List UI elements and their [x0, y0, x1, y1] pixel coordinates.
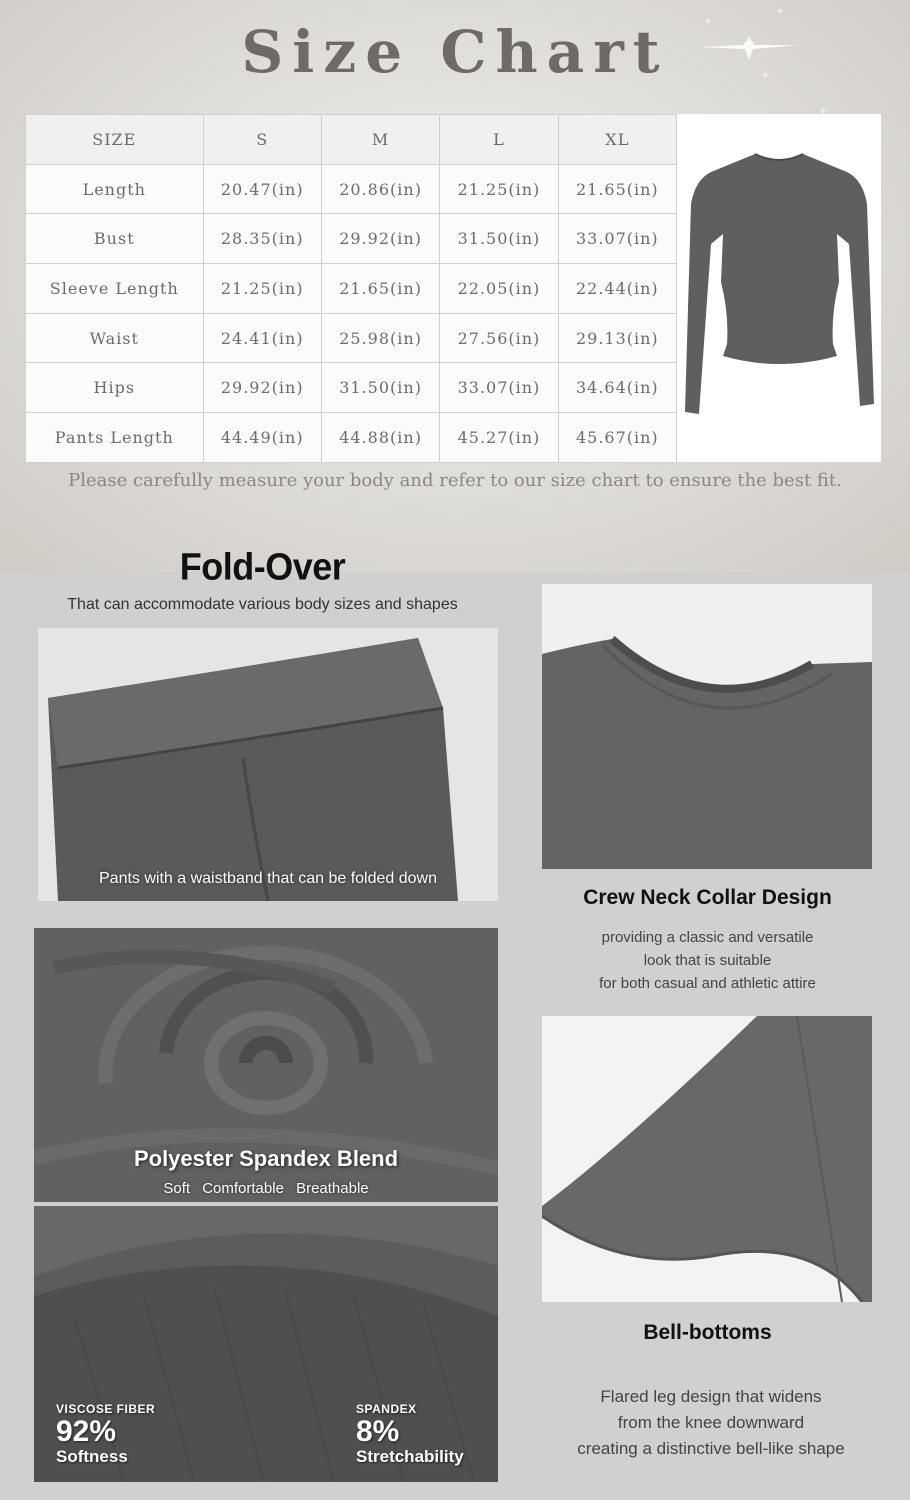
table-cell: 33.07(in) — [440, 363, 558, 413]
table-row — [26, 214, 677, 264]
crew-neck-line: providing a classic and versatile — [601, 929, 814, 946]
table-cell: 29.92(in) — [203, 363, 321, 413]
knit-texture-photo — [34, 1206, 498, 1482]
size-table — [25, 114, 677, 463]
table-cell: 34.64(in) — [558, 363, 676, 413]
table-cell: 21.25(in) — [440, 164, 558, 214]
waistband-caption: Pants with a waistband that can be folded down — [99, 870, 437, 887]
crew-neck-line: look that is suitable — [643, 952, 772, 969]
fabric-blend-title: Polyester Spandex Blend — [133, 1146, 399, 1171]
table-cell: 24.41(in) — [203, 313, 321, 363]
viscose-label: VISCOSE FIBER — [56, 1402, 156, 1416]
viscose-percent: 92% — [56, 1415, 117, 1448]
table-row — [26, 164, 677, 214]
crew-neck-line: for both casual and athletic attire — [599, 975, 816, 992]
table-row — [26, 264, 677, 314]
row-label: Waist — [26, 313, 204, 363]
viscose-word: Softness — [56, 1447, 128, 1466]
bell-bottoms-line: creating a distinctive bell-like shape — [577, 1439, 845, 1458]
table-cell: 20.47(in) — [203, 164, 321, 214]
table-cell: 21.65(in) — [321, 264, 439, 314]
sparkle-icon — [690, 0, 840, 120]
header-s: S — [203, 115, 321, 165]
table-cell: 45.27(in) — [440, 413, 558, 463]
crew-neck-photo — [542, 584, 872, 869]
bell-bottoms-line: from the knee downward — [617, 1413, 805, 1432]
waistband-photo — [38, 628, 498, 901]
table-row — [26, 363, 677, 413]
table-cell: 44.88(in) — [321, 413, 439, 463]
spandex-percent: 8% — [356, 1415, 400, 1448]
header-xl: XL — [558, 115, 676, 165]
features-section — [0, 544, 910, 1500]
size-chart-title: Size Chart — [241, 18, 669, 86]
bell-bottoms-description — [540, 1384, 882, 1462]
header-size: SIZE — [26, 115, 204, 165]
long-sleeve-shirt-icon — [677, 114, 881, 462]
table-cell: 20.86(in) — [321, 164, 439, 214]
spandex-word: Stretchability — [356, 1447, 464, 1466]
header-m: M — [321, 115, 439, 165]
spandex-label: SPANDEX — [356, 1402, 417, 1416]
shirt-illustration — [677, 114, 881, 462]
table-cell: 28.35(in) — [203, 214, 321, 264]
header-l: L — [440, 115, 558, 165]
table-cell: 22.44(in) — [558, 264, 676, 314]
fold-over-subtitle: That can accommodate various body sizes and shapes — [67, 596, 458, 613]
table-cell: 21.25(in) — [203, 264, 321, 314]
row-label: Hips — [26, 363, 204, 413]
size-chart-note: Please carefully measure your body and refer to our size chart to ensure the best fit. — [68, 470, 842, 491]
table-cell: 22.05(in) — [440, 264, 558, 314]
table-cell: 45.67(in) — [558, 413, 676, 463]
table-row — [26, 313, 677, 363]
bell-bottoms-photo — [542, 1016, 872, 1302]
row-label: Sleeve Length — [26, 264, 204, 314]
bell-bottoms-title: Bell-bottoms — [643, 1321, 772, 1344]
table-cell: 31.50(in) — [440, 214, 558, 264]
table-row — [26, 413, 677, 463]
crew-neck-title: Crew Neck Collar Design — [583, 886, 832, 909]
spandex-stat — [356, 1402, 464, 1466]
fold-over-title: Fold-Over — [179, 544, 346, 588]
table-cell: 44.49(in) — [203, 413, 321, 463]
viscose-stat — [56, 1402, 155, 1466]
row-label: Bust — [26, 214, 204, 264]
row-label: Pants Length — [26, 413, 204, 463]
crew-neck-description — [540, 926, 875, 995]
table-cell: 29.92(in) — [321, 214, 439, 264]
table-cell: 21.65(in) — [558, 164, 676, 214]
size-chart-section — [0, 0, 910, 572]
table-cell: 31.50(in) — [321, 363, 439, 413]
size-header-row — [26, 115, 677, 165]
fabric-blend-features: Soft Comfortable Breathable — [163, 1180, 369, 1197]
row-label: Length — [26, 164, 204, 214]
table-cell: 25.98(in) — [321, 313, 439, 363]
table-cell: 27.56(in) — [440, 313, 558, 363]
bell-bottoms-line: Flared leg design that widens — [600, 1387, 822, 1406]
table-cell: 33.07(in) — [558, 214, 676, 264]
fabric-swirl-photo — [34, 928, 498, 1202]
table-cell: 29.13(in) — [558, 313, 676, 363]
